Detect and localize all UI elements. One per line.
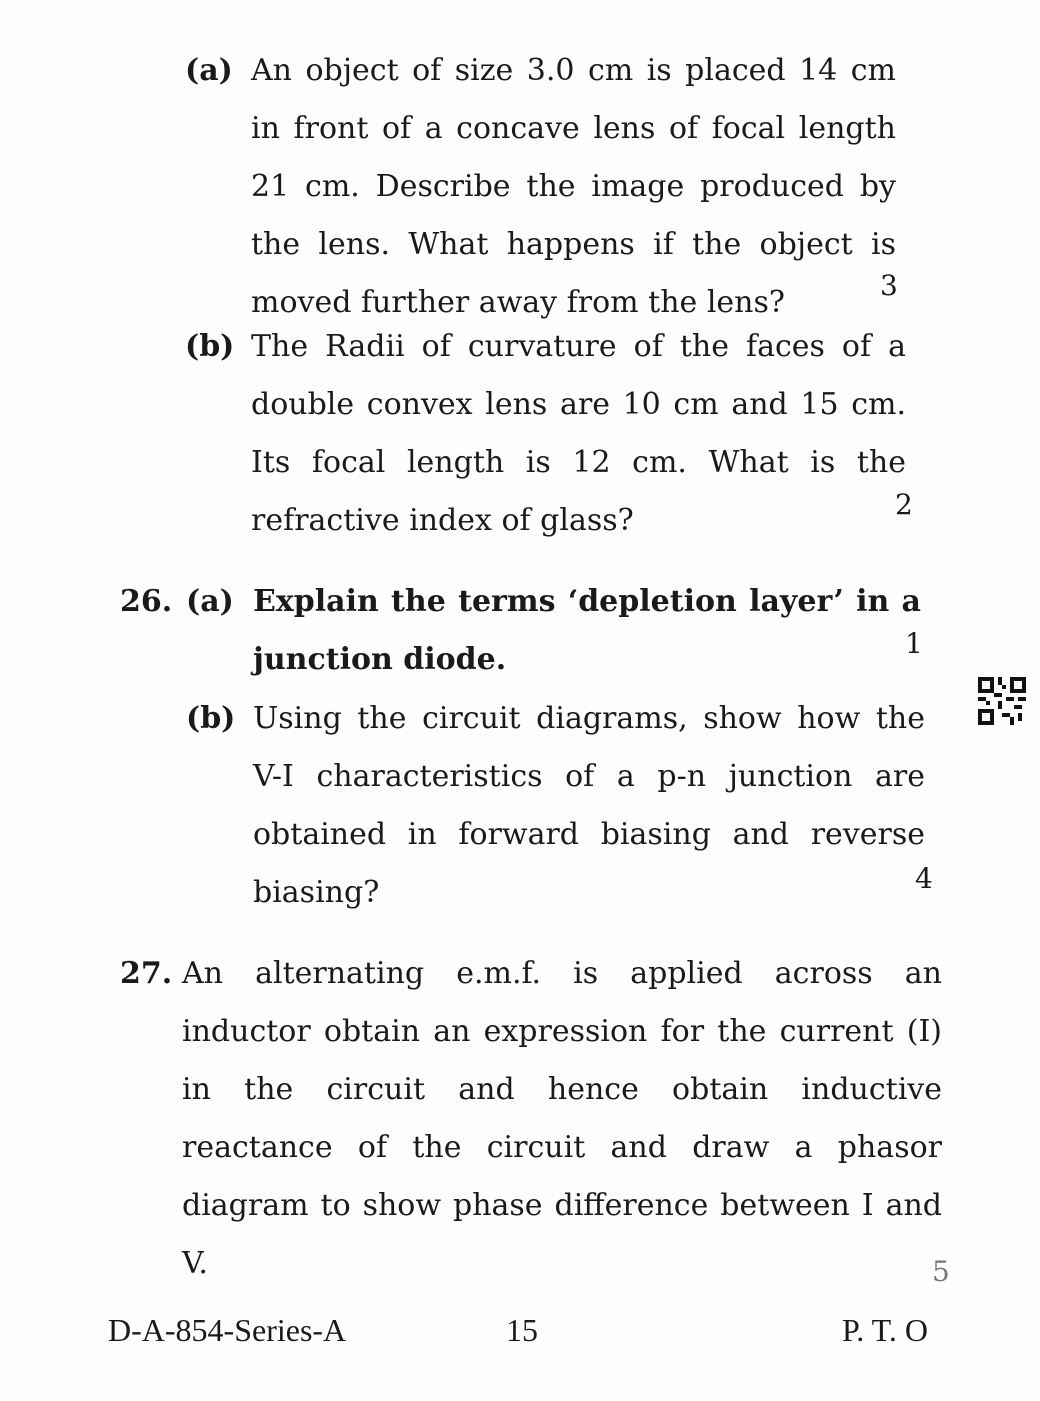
q25b-label: (b) [185, 329, 235, 364]
q27-number: 27. [120, 956, 173, 991]
q26b-marks: 4 [915, 862, 933, 895]
footer-paper-code: D-A-854-Series-A [108, 1312, 347, 1348]
q26-number: 26. [120, 584, 173, 619]
q25a-marks: 3 [880, 269, 898, 302]
question-26 [120, 565, 933, 925]
q26b-text: Using the circuit diagrams, show how the V-I characteristics of a p-n junction are obtained in forward biasing and reverse biasing? [253, 701, 925, 910]
q25b-text: The Radii of curvature of the faces of a double convex lens are 10 cm and 15 cm. Its focal length is 12 cm. What is the refractive index of glass? [251, 329, 906, 538]
q26b-label: (b) [186, 701, 236, 736]
q25a-label: (a) [185, 53, 233, 88]
q25b-marks: 2 [895, 488, 913, 521]
q26a-label: (a) [186, 584, 234, 619]
footer-page-number: 15 [506, 1312, 538, 1348]
question-27 [120, 945, 950, 1288]
q27-marks: 5 [932, 1255, 950, 1288]
qr-code-icon [978, 677, 1026, 725]
q27-text: An alternating e.m.f. is applied across an inductor obtain an expression for the current (I) in the circuit and hence obtain inductive reactance of the circuit and draw a phasor diagram to show phase difference between I and V. [182, 956, 942, 1281]
question-25b [185, 318, 913, 548]
q26a-marks: 1 [905, 627, 923, 660]
q26a-text: Explain the terms ‘depletion layer’ in a junction diode. [253, 584, 921, 677]
q25a-text: An object of size 3.0 cm is placed 14 cm in front of a concave lens of focal length 21 cm. Describe the image produced by the lens. What happens if the object is moved further away from the lens? [251, 53, 896, 320]
question-25a [185, 42, 905, 320]
footer-pto: P. T. O [842, 1312, 928, 1348]
